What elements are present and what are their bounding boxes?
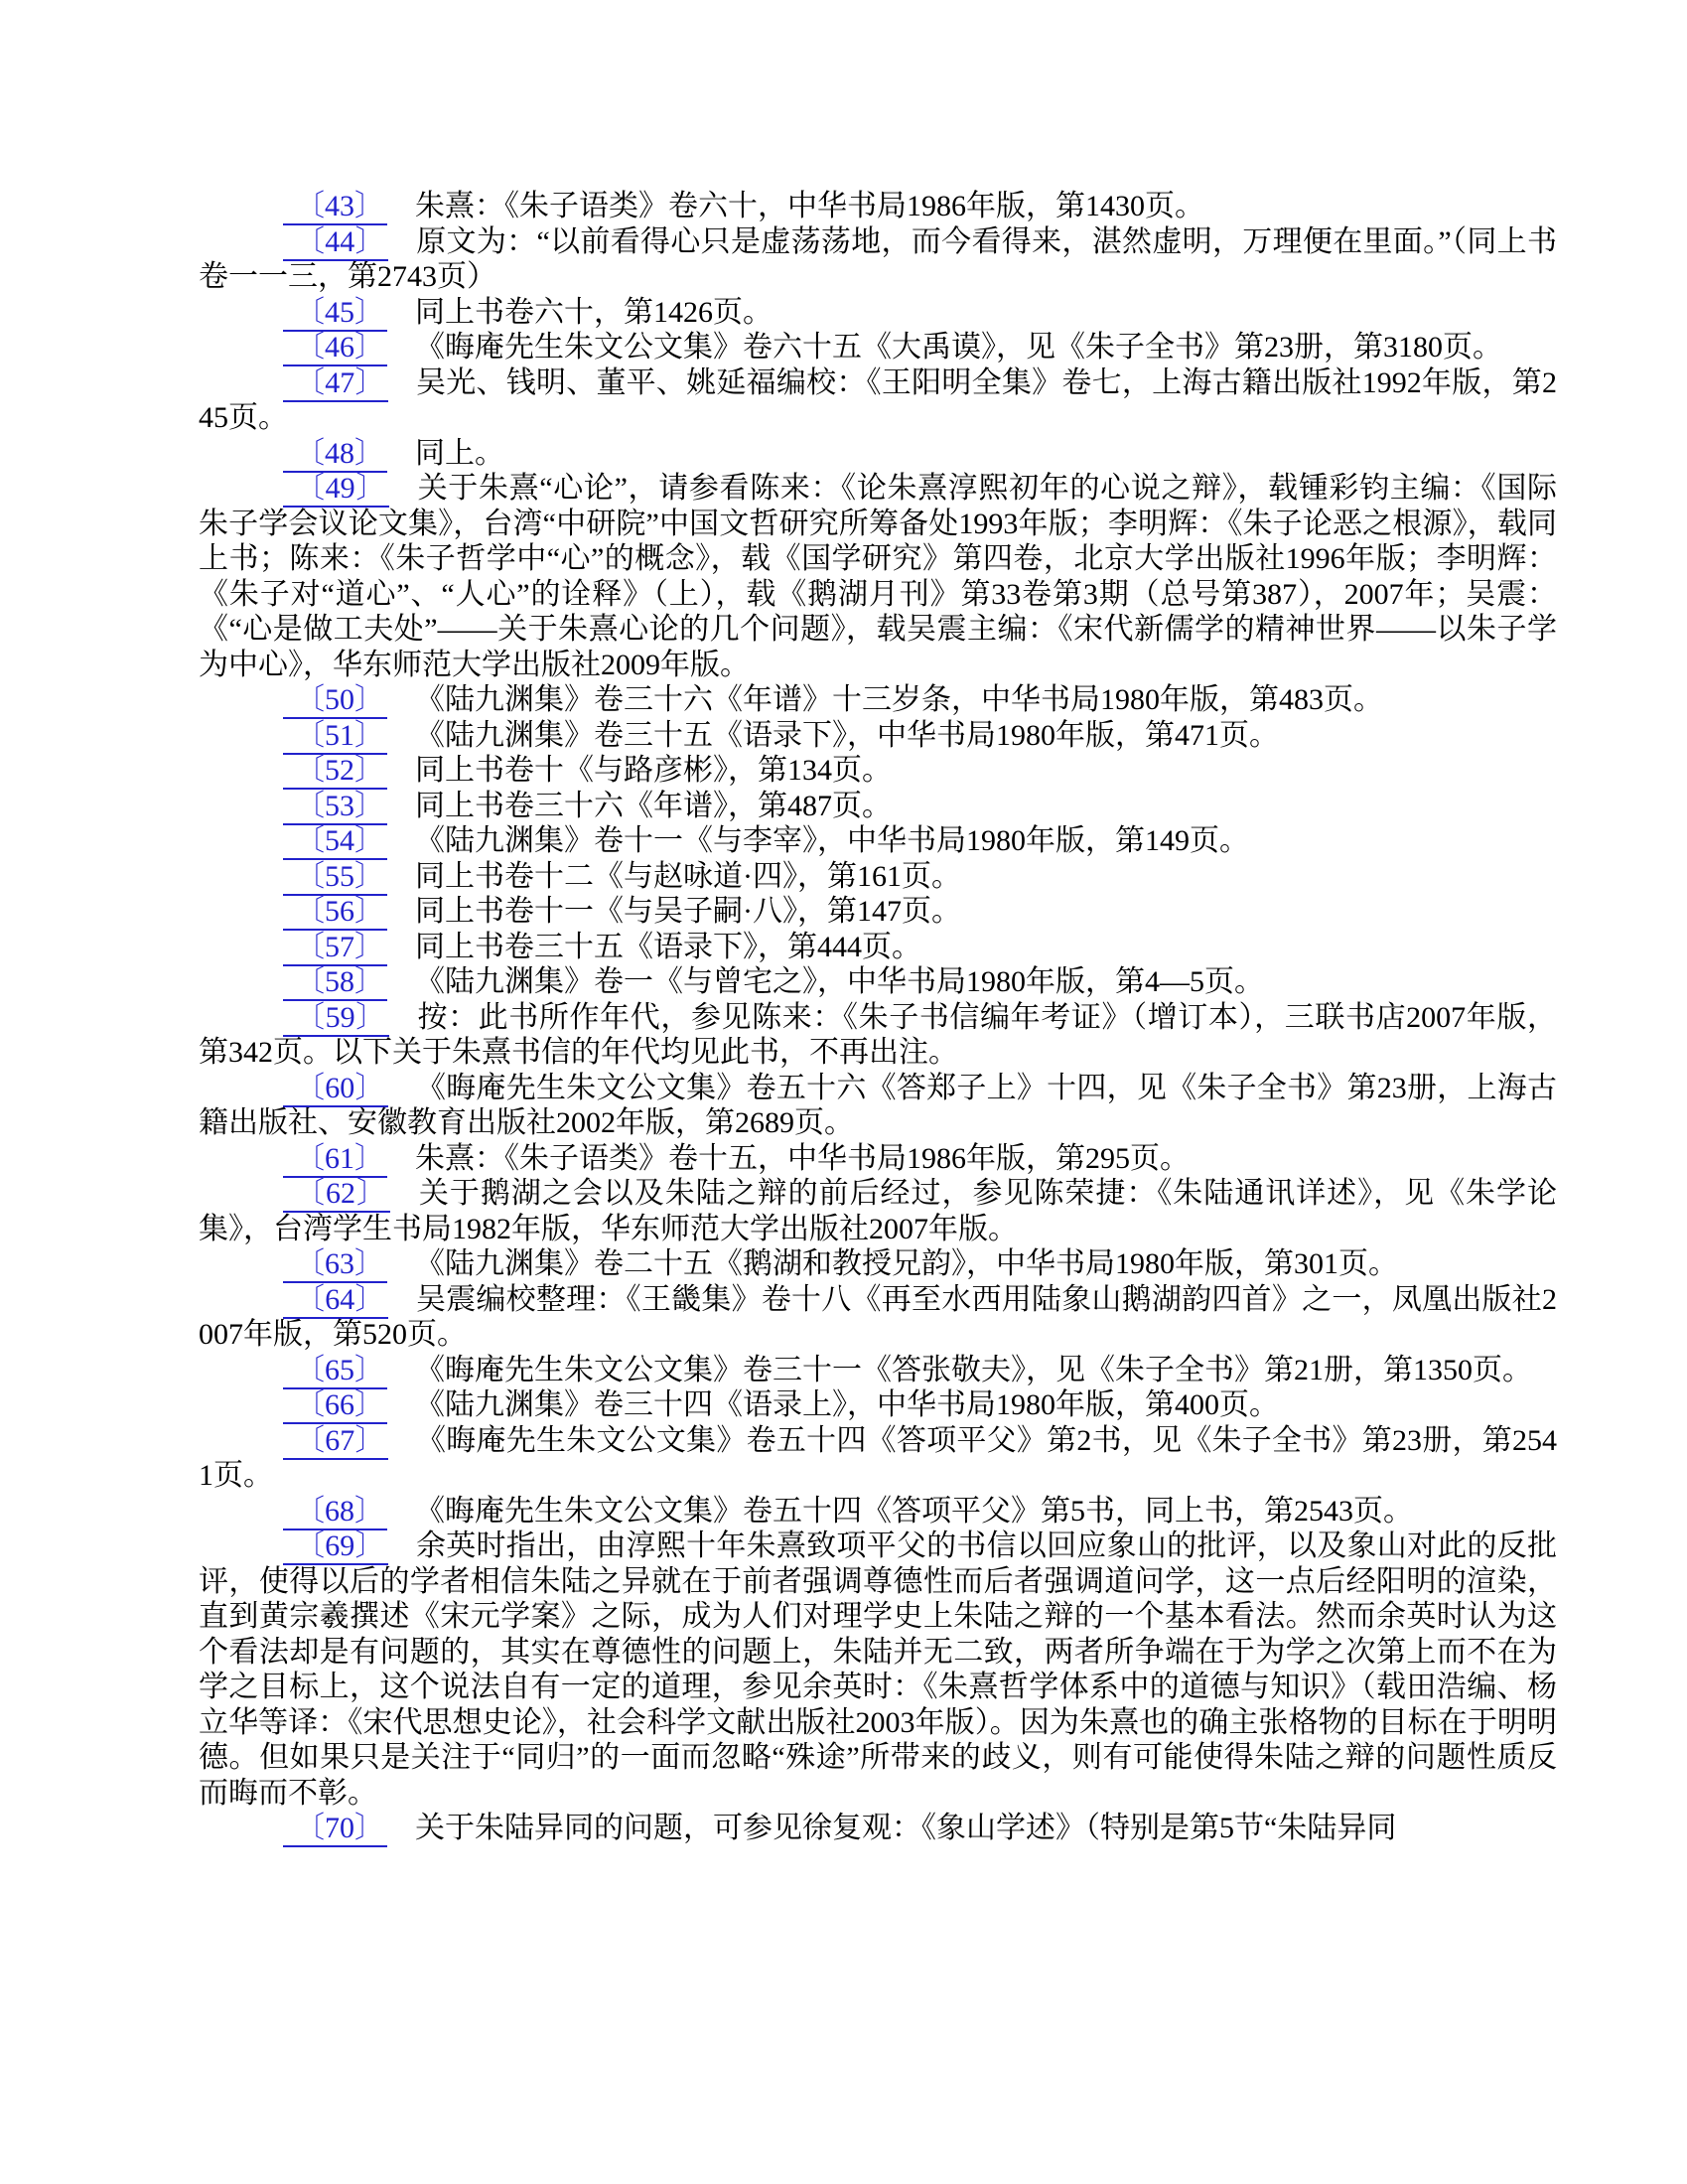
endnote-number-link[interactable]: 〔55〕 [283,860,387,896]
endnote-text: 《晦庵先生朱文公文集》卷六十五《大禹谟》，见《朱子全书》第23册，第3180页。 [415,331,1502,364]
endnote-number-link[interactable]: 〔50〕 [283,683,387,719]
endnote-item [199,1000,1557,1071]
endnote-text: 余英时指出，由淳熙十年朱熹致项平父的书信以回应象山的批评，以及象山对此的反批评，使得以后的学者相信朱陆之异就在于前者强调尊德性而后者强调道问学，这一点后经阳明的渲染，直到黄宗羲撰述《宋元学案》之际，成为人们对理学史上朱陆之辩的一个基本看法。然而余英时认为这个看法却是有问题的，其实在尊德性的问题上，朱陆并无二致，两者所争端在于为学之次第上而不在为学之目标上，这个说法自有一定的道理，参见余英时：《朱熹哲学体系中的道德与知识》（载田浩编、杨立华等译：《宋代思想史论》，社会科学文献出版社2003年版）。因为朱熹也的确主张格物的目标在于明明德。但如果只是关注于“同归”的一面而忽略“殊途”所带来的歧义，则有可能使得朱陆之辩的问题性质反而晦而不彰。 [199,1529,1558,1810]
endnote-number-link[interactable]: 〔47〕 [283,366,388,402]
endnote-item [199,753,1557,789]
endnote-item [199,894,1557,930]
endnote-number-link[interactable]: 〔61〕 [283,1142,387,1178]
endnote-number-link[interactable]: 〔62〕 [283,1177,390,1213]
endnote-number-link[interactable]: 〔54〕 [283,824,387,860]
endnote-number-link[interactable]: 〔43〕 [283,190,387,225]
endnote-number-link[interactable]: 〔65〕 [283,1354,387,1389]
endnotes-list [199,189,1557,1846]
endnote-item [199,823,1557,859]
endnote-number-link[interactable]: 〔69〕 [283,1529,388,1565]
endnote-text: 《晦庵先生朱文公文集》卷五十四《答项平父》第2书，见《朱子全书》第23册，第2541页。 [199,1423,1558,1492]
endnote-text: 吴震编校整理：《王畿集》卷十八《再至水西用陆象山鹅湖韵四首》之一，凤凰出版社2007年版，第520页。 [199,1282,1558,1351]
endnote-number-link[interactable]: 〔44〕 [283,225,388,261]
endnote-text: 关于鹅湖之会以及朱陆之辩的前后经过，参见陈荣捷：《朱陆通讯详述》，见《朱学论集》，台湾学生书局1982年版，华东师范大学出版社2007年版。 [199,1177,1558,1245]
endnote-text: 《陆九渊集》卷三十四《语录上》，中华书局1980年版，第400页。 [415,1388,1279,1421]
endnote-text: 朱熹：《朱子语类》卷六十，中华书局1986年版，第1430页。 [415,190,1204,222]
endnote-text: 《陆九渊集》卷二十五《鹅湖和教授兄韵》，中华书局1980年版，第301页。 [415,1247,1398,1280]
endnote-number-link[interactable]: 〔45〕 [283,296,387,332]
endnote-number-link[interactable]: 〔46〕 [283,331,387,366]
endnote-text: 关于朱熹“心论”，请参看陈来：《论朱熹淳熙初年的心说之辩》，载锺彩钧主编：《国际朱子学会议论文集》，台湾“中研院”中国文哲研究所筹备处1993年版；李明辉：《朱子论恶之根源》，载同上书；陈来：《朱子哲学中“心”的概念》，载《国学研究》第四卷，北京大学出版社1996年版；李明辉：《朱子对“道心”、“人心”的诠释》（上），载《鹅湖月刊》第33卷第3期（总号第387），2007年；吴震：《“心是做工夫处”——关于朱熹心论的几个问题》，载吴震主编：《宋代新儒学的精神世界——以朱子学为中心》，华东师范大学出版社2009年版。 [199,472,1557,681]
endnote-number-link[interactable]: 〔51〕 [283,719,387,755]
endnote-number-link[interactable]: 〔64〕 [283,1283,388,1319]
endnote-item [199,1811,1557,1846]
endnote-item [199,789,1557,824]
endnote-number-link[interactable]: 〔66〕 [283,1388,387,1424]
endnote-item [199,1246,1557,1282]
endnote-text: 《晦庵先生朱文公文集》卷五十六《答郑子上》十四，见《朱子全书》第23册，上海古籍出版社、安徽教育出版社2002年版，第2689页。 [199,1071,1558,1139]
endnote-text: 《陆九渊集》卷一《与曾宅之》，中华书局1980年版，第4—5页。 [415,965,1264,998]
endnote-text: 吴光、钱明、董平、姚延福编校：《王阳明全集》卷七，上海古籍出版社1992年版，第245页。 [199,365,1558,434]
endnote-text: 《陆九渊集》卷三十六《年谱》十三岁条，中华书局1980年版，第483页。 [415,683,1383,716]
endnote-item [199,718,1557,754]
endnote-item [199,189,1557,224]
endnote-item [199,224,1557,295]
endnote-number-link[interactable]: 〔56〕 [283,895,387,931]
endnote-item [199,436,1557,472]
endnote-number-link[interactable]: 〔49〕 [283,472,389,508]
endnote-item [199,859,1557,895]
endnote-item [199,930,1557,965]
endnote-text: 同上书卷六十，第1426页。 [415,295,773,329]
endnote-text: 同上书卷十《与路彦彬》，第134页。 [415,754,892,787]
endnote-text: 《晦庵先生朱文公文集》卷五十四《答项平父》第5书，同上书，第2543页。 [415,1494,1413,1528]
endnote-text: 《晦庵先生朱文公文集》卷三十一《答张敬夫》，见《朱子全书》第21册，第1350页。 [415,1353,1532,1386]
endnote-text: 按：此书所作年代，参见陈来：《朱子书信编年考证》（增订本），三联书店2007年版，第342页。以下关于朱熹书信的年代均见此书，不再出注。 [199,1000,1558,1069]
endnote-text: 同上书卷三十六《年谱》，第487页。 [415,789,892,822]
endnote-text: 原文为：“以前看得心只是虚荡荡地，而今看得来，湛然虚明，万理便在里面。”（同上书卷一一三，第2743页） [199,224,1557,293]
endnote-item [199,1494,1557,1529]
endnote-item [199,1282,1557,1353]
endnote-number-link[interactable]: 〔68〕 [283,1495,387,1530]
endnote-item [199,1071,1557,1141]
endnote-number-link[interactable]: 〔59〕 [283,1001,389,1037]
endnote-item [199,330,1557,365]
endnote-item [199,365,1557,436]
endnote-number-link[interactable]: 〔63〕 [283,1247,387,1283]
endnote-item [199,1529,1557,1811]
endnote-item [199,1387,1557,1423]
endnote-item [199,1353,1557,1388]
endnote-item [199,1141,1557,1177]
endnote-text: 同上书卷十一《与吴子嗣·八》，第147页。 [415,895,961,928]
endnote-text: 同上书卷三十五《语录下》，第444页。 [415,930,921,963]
endnote-item [199,964,1557,1000]
endnote-number-link[interactable]: 〔67〕 [283,1424,388,1460]
endnote-item [199,1176,1557,1246]
endnote-text: 《陆九渊集》卷十一《与李宰》，中华书局1980年版，第149页。 [415,824,1249,857]
endnote-number-link[interactable]: 〔60〕 [283,1072,388,1107]
endnote-item [199,1423,1557,1494]
endnote-text: 朱熹：《朱子语类》卷十五，中华书局1986年版，第295页。 [415,1141,1190,1175]
endnote-number-link[interactable]: 〔70〕 [283,1812,387,1847]
endnote-text: 《陆九渊集》卷三十五《语录下》，中华书局1980年版，第471页。 [415,718,1279,752]
endnote-number-link[interactable]: 〔53〕 [283,790,387,825]
endnote-number-link[interactable]: 〔57〕 [283,931,387,966]
endnote-text: 同上。 [415,436,504,470]
endnote-item [199,471,1557,682]
endnote-number-link[interactable]: 〔48〕 [283,437,387,473]
endnote-item [199,682,1557,718]
endnote-number-link[interactable]: 〔52〕 [283,754,387,790]
endnote-text: 同上书卷十二《与赵咏道·四》，第161页。 [415,859,961,893]
endnote-text: 关于朱陆异同的问题，可参见徐复观：《象山学述》（特别是第5节“朱陆异同 [415,1812,1397,1844]
endnote-number-link[interactable]: 〔58〕 [283,965,387,1001]
endnote-item [199,295,1557,331]
